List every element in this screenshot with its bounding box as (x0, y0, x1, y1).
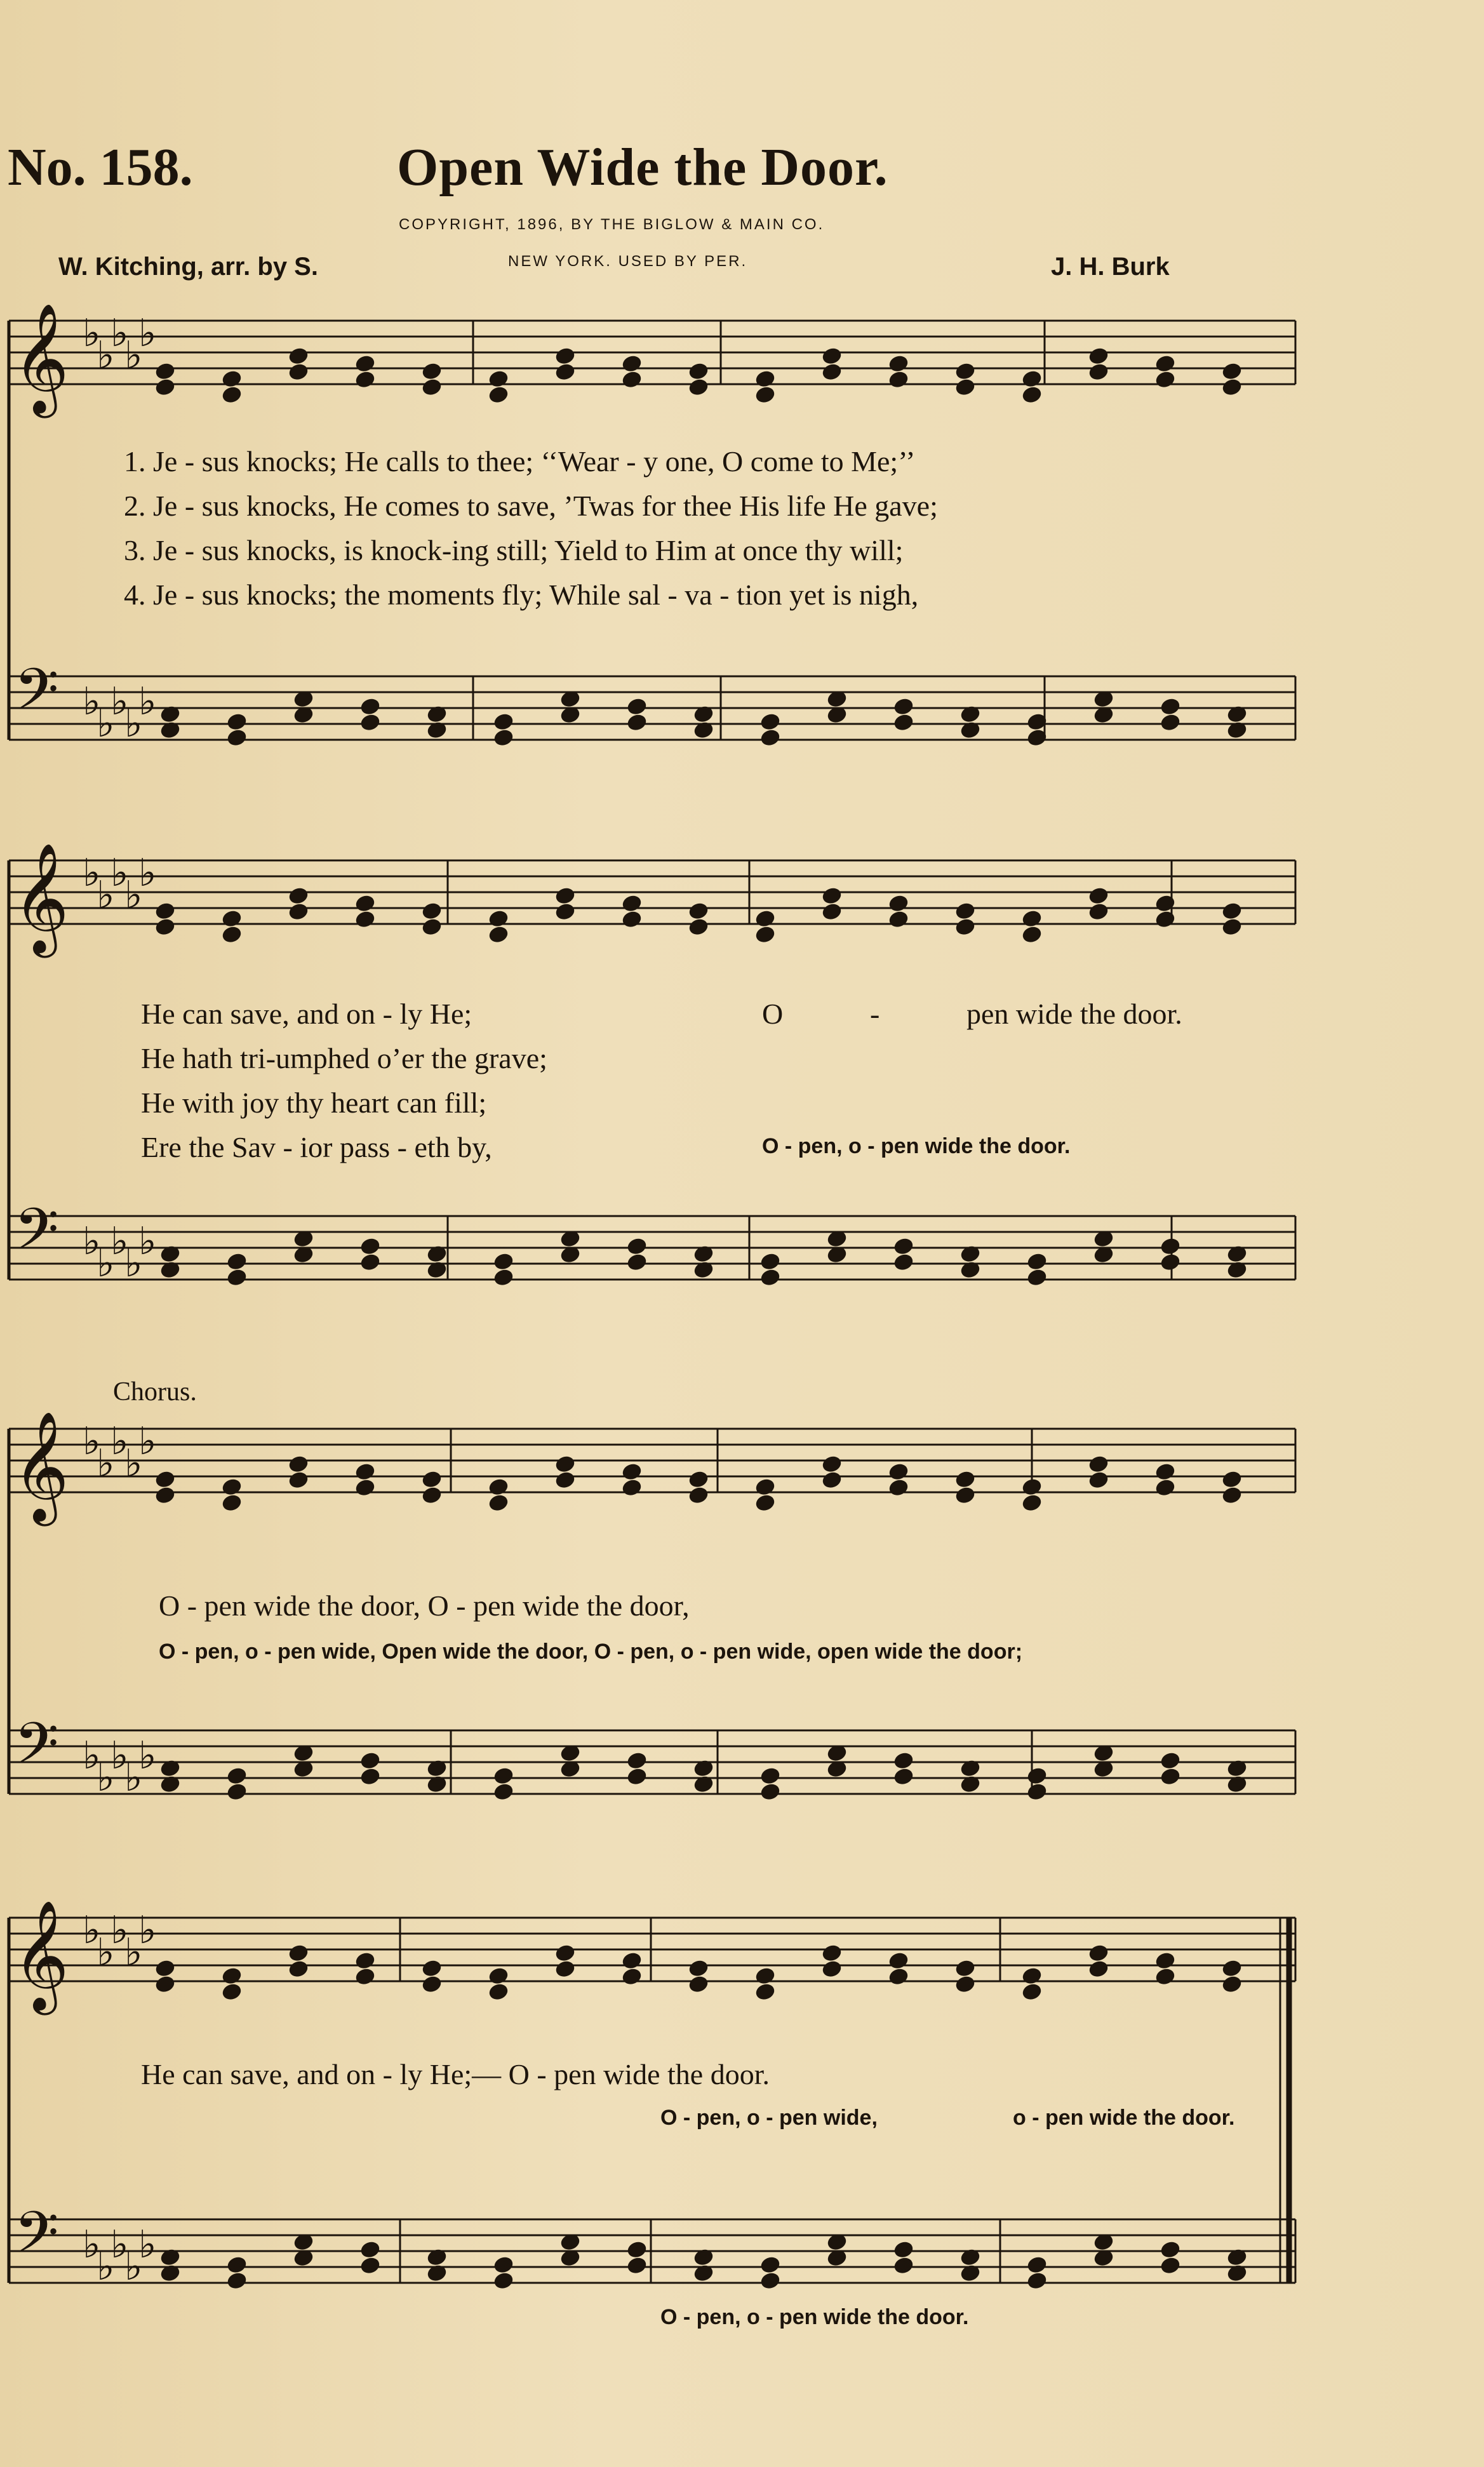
verse-2-cont: He hath tri-umphed o’er the grave; (141, 1042, 547, 1074)
flat-icon: ♭ (110, 681, 129, 723)
bass-notehead (760, 1767, 780, 1785)
refrain-dash: - (870, 998, 880, 1030)
bass-notehead (360, 1752, 380, 1770)
flat-icon: ♭ (110, 312, 129, 354)
treble-notehead (355, 1968, 375, 1986)
bass-notehead (1160, 2241, 1180, 2259)
bass-notehead (360, 1238, 380, 1255)
chorus-label: Chorus. (113, 1377, 197, 1407)
flat-icon: ♭ (124, 335, 143, 377)
treble-notehead (222, 1983, 241, 2001)
bass-notehead (493, 1783, 513, 1801)
bass-notehead (893, 1254, 913, 1271)
treble-notehead (822, 1471, 841, 1489)
treble-notehead (888, 1952, 908, 1970)
treble-notehead (1222, 378, 1241, 396)
refrain-small: O - pen, o - pen wide the door. (762, 1134, 1071, 1158)
treble-notehead (1022, 1494, 1041, 1512)
treble-notehead (1088, 363, 1108, 381)
treble-notehead (1222, 918, 1241, 936)
treble-notehead (888, 355, 908, 373)
bass-notehead (493, 1269, 513, 1287)
bass-notehead (493, 2272, 513, 2290)
bass-notehead (1027, 1253, 1046, 1271)
flat-icon: ♭ (124, 1443, 143, 1485)
treble-clef-icon: 𝄞 (13, 303, 69, 413)
treble-clef-icon: 𝄞 (13, 843, 69, 953)
flat-icon: ♭ (110, 1220, 129, 1262)
bass-notehead (227, 713, 246, 731)
treble-notehead (155, 1471, 175, 1488)
treble-notehead (955, 1471, 975, 1488)
hymn-title: Open Wide the Door. (397, 138, 888, 197)
flat-icon: ♭ (97, 1443, 115, 1485)
treble-notehead (822, 887, 841, 905)
treble-notehead (755, 386, 775, 404)
bass-notehead (1160, 1752, 1180, 1770)
treble-notehead (688, 378, 708, 396)
flat-icon: ♭ (110, 2224, 129, 2266)
bass-notehead (493, 1767, 513, 1785)
flat-icon: ♭ (110, 1735, 129, 1777)
music-credit: J. H. Burk (1051, 253, 1170, 281)
bass-notehead (893, 1768, 913, 1786)
verse-4-cont: Ere the Sav - ior pass - eth by, (141, 1131, 492, 1163)
bass-notehead (1027, 1767, 1046, 1785)
bass-notehead (627, 714, 646, 732)
treble-notehead (1222, 1471, 1241, 1488)
treble-notehead (555, 903, 575, 921)
treble-notehead (1088, 1455, 1108, 1473)
treble-notehead (955, 1487, 975, 1504)
bass-notehead (493, 729, 513, 747)
treble-notehead (422, 918, 441, 936)
treble-notehead (355, 1463, 375, 1481)
treble-notehead (1088, 1960, 1108, 1978)
bass-notehead (360, 1768, 380, 1786)
flat-icon: ♭ (97, 335, 115, 377)
flat-icon: ♭ (83, 852, 101, 894)
bass-notehead (227, 1253, 246, 1271)
treble-notehead (955, 378, 975, 396)
treble-notehead (1155, 1479, 1175, 1497)
bass-clef-icon: 𝄢 (14, 1710, 59, 1791)
verse-2: 2. Je - sus knocks, He comes to save, ’Twas for thee His life He gave; (124, 490, 938, 522)
bass-notehead (760, 1253, 780, 1271)
treble-notehead (155, 1960, 175, 1977)
bass-notehead (893, 714, 913, 732)
treble-notehead (222, 1494, 241, 1512)
bass-notehead (627, 698, 646, 716)
bass-notehead (893, 2241, 913, 2259)
treble-notehead (488, 926, 508, 944)
treble-notehead (288, 1471, 308, 1489)
treble-notehead (688, 918, 708, 936)
bass-notehead (493, 713, 513, 731)
treble-notehead (422, 1976, 441, 1993)
treble-notehead (688, 1960, 708, 1977)
flat-icon: ♭ (138, 1909, 157, 1951)
treble-notehead (622, 1968, 641, 1986)
treble-notehead (155, 378, 175, 396)
treble-notehead (1155, 1463, 1175, 1481)
refrain-o: O (762, 998, 784, 1030)
flat-icon: ♭ (124, 1757, 143, 1799)
flat-icon: ♭ (124, 1243, 143, 1285)
bass-notehead (760, 1269, 780, 1287)
bass-notehead (760, 713, 780, 731)
treble-notehead (955, 902, 975, 920)
treble-notehead (888, 371, 908, 389)
verse-3: 3. Je - sus knocks, is knock-ing still; Yield to Him at once thy will; (124, 534, 904, 566)
treble-notehead (822, 903, 841, 921)
verse-4: 4. Je - sus knocks; the moments fly; While sal - va - tion yet is nigh, (124, 578, 919, 611)
flat-icon: ♭ (97, 1757, 115, 1799)
bass-notehead (627, 2257, 646, 2275)
treble-notehead (422, 1471, 441, 1488)
chorus-line-2: He can save, and on - ly He;— O - pen wide the door. (141, 2058, 770, 2090)
refrain-end: pen wide the door. (966, 998, 1182, 1030)
flat-icon: ♭ (138, 1421, 157, 1462)
bass-notehead (627, 1254, 646, 1271)
bass-notehead (760, 2256, 780, 2274)
treble-notehead (1222, 1487, 1241, 1504)
treble-notehead (622, 371, 641, 389)
treble-notehead (555, 347, 575, 365)
treble-notehead (888, 1463, 908, 1481)
treble-notehead (288, 1455, 308, 1473)
treble-notehead (1088, 1471, 1108, 1489)
treble-notehead (555, 887, 575, 905)
verse-1-cont: He can save, and on - ly He; (141, 998, 472, 1030)
bass-notehead (893, 1752, 913, 1770)
treble-notehead (288, 887, 308, 905)
treble-notehead (155, 902, 175, 920)
bass-notehead (493, 1253, 513, 1271)
treble-notehead (888, 1968, 908, 1986)
flat-icon: ♭ (97, 2246, 115, 2288)
flat-icon: ♭ (124, 874, 143, 916)
treble-notehead (888, 895, 908, 913)
treble-notehead (1088, 903, 1108, 921)
treble-notehead (955, 1976, 975, 1993)
treble-notehead (555, 1960, 575, 1978)
copyright-line: COPYRIGHT, 1896, BY THE BIGLOW & MAIN CO. (399, 216, 825, 233)
verse-3-cont: He with joy thy heart can fill; (141, 1086, 487, 1119)
bass-notehead (760, 729, 780, 747)
treble-notehead (288, 347, 308, 365)
treble-notehead (1222, 1960, 1241, 1977)
bass-notehead (227, 1767, 246, 1785)
bass-notehead (1160, 2257, 1180, 2275)
treble-notehead (622, 1479, 641, 1497)
bass-notehead (1160, 1254, 1180, 1271)
flat-icon: ♭ (83, 2224, 101, 2266)
bass-clef-icon: 𝄢 (14, 1196, 59, 1277)
treble-notehead (422, 378, 441, 396)
bass-notehead (893, 1238, 913, 1255)
verse-1: 1. Je - sus knocks; He calls to thee; ‘‘Wear - y one, O come to Me;’’ (124, 445, 916, 478)
bass-small-lyric: O - pen, o - pen wide the door. (660, 2305, 969, 2329)
treble-notehead (155, 918, 175, 936)
flat-icon: ♭ (83, 1735, 101, 1777)
treble-notehead (488, 1983, 508, 2001)
bass-notehead (227, 1783, 246, 1801)
bass-notehead (1027, 1783, 1046, 1801)
treble-notehead (1155, 371, 1175, 389)
bass-notehead (227, 1269, 246, 1287)
treble-notehead (1022, 386, 1041, 404)
treble-notehead (622, 355, 641, 373)
bass-notehead (360, 714, 380, 732)
treble-notehead (288, 1944, 308, 1962)
treble-notehead (822, 1960, 841, 1978)
treble-notehead (1022, 926, 1041, 944)
treble-notehead (755, 1983, 775, 2001)
flat-icon: ♭ (124, 1932, 143, 1974)
treble-notehead (155, 1487, 175, 1504)
treble-notehead (955, 1960, 975, 1977)
treble-notehead (555, 1471, 575, 1489)
treble-notehead (755, 926, 775, 944)
treble-notehead (488, 1494, 508, 1512)
bass-notehead (227, 2256, 246, 2274)
bass-notehead (227, 2272, 246, 2290)
bass-notehead (1027, 2272, 1046, 2290)
treble-notehead (422, 1487, 441, 1504)
treble-notehead (1088, 887, 1108, 905)
bass-clef-icon: 𝄢 (14, 656, 59, 737)
treble-notehead (622, 1952, 641, 1970)
flat-icon: ♭ (97, 1932, 115, 1974)
treble-notehead (622, 1463, 641, 1481)
treble-notehead (288, 903, 308, 921)
bass-notehead (1027, 2256, 1046, 2274)
treble-notehead (688, 1471, 708, 1488)
treble-notehead (955, 363, 975, 380)
bass-notehead (227, 729, 246, 747)
flat-icon: ♭ (83, 312, 101, 354)
bass-notehead (627, 1238, 646, 1255)
treble-notehead (355, 355, 375, 373)
flat-icon: ♭ (110, 852, 129, 894)
treble-notehead (822, 1455, 841, 1473)
flat-icon: ♭ (138, 1735, 157, 1777)
treble-notehead (1222, 902, 1241, 920)
bass-notehead (360, 2241, 380, 2259)
flat-icon: ♭ (138, 852, 157, 894)
hymn-number: No. 158. (8, 138, 193, 197)
treble-notehead (1155, 1968, 1175, 1986)
flat-icon: ♭ (138, 681, 157, 723)
treble-notehead (1155, 355, 1175, 373)
treble-notehead (822, 1944, 841, 1962)
bass-notehead (1160, 1768, 1180, 1786)
treble-notehead (688, 1976, 708, 1993)
treble-notehead (555, 363, 575, 381)
treble-notehead (488, 386, 508, 404)
treble-notehead (622, 911, 641, 928)
treble-notehead (355, 371, 375, 389)
chorus-line-2-small-b: o - pen wide the door. (1013, 2106, 1235, 2130)
flat-icon: ♭ (138, 2224, 157, 2266)
chorus-line-1-small: O - pen, o - pen wide, Open wide the door, O - pen, o - pen wide, open wide the door; (159, 1640, 1023, 1664)
treble-notehead (755, 1494, 775, 1512)
treble-notehead (1222, 1976, 1241, 1993)
treble-notehead (1155, 1952, 1175, 1970)
treble-notehead (822, 347, 841, 365)
flat-icon: ♭ (97, 703, 115, 745)
treble-clef-icon: 𝄞 (13, 1411, 69, 1521)
publisher-line: NEW YORK. USED BY PER. (508, 253, 748, 270)
bass-notehead (627, 2241, 646, 2259)
bass-notehead (360, 1254, 380, 1271)
treble-notehead (688, 363, 708, 380)
bass-notehead (893, 2257, 913, 2275)
flat-icon: ♭ (110, 1421, 129, 1462)
treble-notehead (688, 1487, 708, 1504)
bass-notehead (360, 2257, 380, 2275)
bass-notehead (1027, 1269, 1046, 1287)
bass-notehead (627, 1752, 646, 1770)
treble-notehead (688, 902, 708, 920)
bass-notehead (893, 698, 913, 716)
flat-icon: ♭ (110, 1909, 129, 1951)
flat-icon: ♭ (138, 1220, 157, 1262)
treble-notehead (155, 1976, 175, 1993)
treble-notehead (355, 1479, 375, 1497)
bass-notehead (493, 2256, 513, 2274)
treble-notehead (222, 386, 241, 404)
flat-icon: ♭ (124, 703, 143, 745)
treble-notehead (355, 895, 375, 913)
flat-icon: ♭ (138, 312, 157, 354)
bass-notehead (760, 2272, 780, 2290)
treble-notehead (1088, 1944, 1108, 1962)
treble-notehead (422, 363, 441, 380)
treble-notehead (622, 895, 641, 913)
bass-notehead (360, 698, 380, 716)
flat-icon: ♭ (83, 1909, 101, 1951)
treble-clef-icon: 𝄞 (13, 1900, 69, 2010)
treble-notehead (888, 1479, 908, 1497)
words-credit: W. Kitching, arr. by S. (58, 253, 318, 281)
treble-notehead (355, 1952, 375, 1970)
bass-notehead (1160, 1238, 1180, 1255)
treble-notehead (422, 1960, 441, 1977)
chorus-line-2-small-a: O - pen, o - pen wide, (660, 2106, 878, 2130)
treble-notehead (288, 363, 308, 381)
bass-notehead (1160, 714, 1180, 732)
treble-notehead (1022, 1983, 1041, 2001)
treble-notehead (1222, 363, 1241, 380)
treble-notehead (288, 1960, 308, 1978)
flat-icon: ♭ (97, 874, 115, 916)
flat-icon: ♭ (83, 681, 101, 723)
treble-notehead (222, 926, 241, 944)
flat-icon: ♭ (124, 2246, 143, 2288)
treble-notehead (155, 363, 175, 380)
treble-notehead (555, 1944, 575, 1962)
bass-notehead (760, 1783, 780, 1801)
chorus-line-1: O - pen wide the door, O - pen wide the door, (159, 1589, 690, 1622)
bass-clef-icon: 𝄢 (14, 2199, 59, 2280)
treble-notehead (422, 902, 441, 920)
treble-notehead (888, 911, 908, 928)
flat-icon: ♭ (97, 1243, 115, 1285)
treble-notehead (355, 911, 375, 928)
treble-notehead (555, 1455, 575, 1473)
treble-notehead (1088, 347, 1108, 365)
bass-notehead (1160, 698, 1180, 716)
treble-notehead (955, 918, 975, 936)
flat-icon: ♭ (83, 1220, 101, 1262)
bass-notehead (627, 1768, 646, 1786)
flat-icon: ♭ (83, 1421, 101, 1462)
treble-notehead (822, 363, 841, 381)
